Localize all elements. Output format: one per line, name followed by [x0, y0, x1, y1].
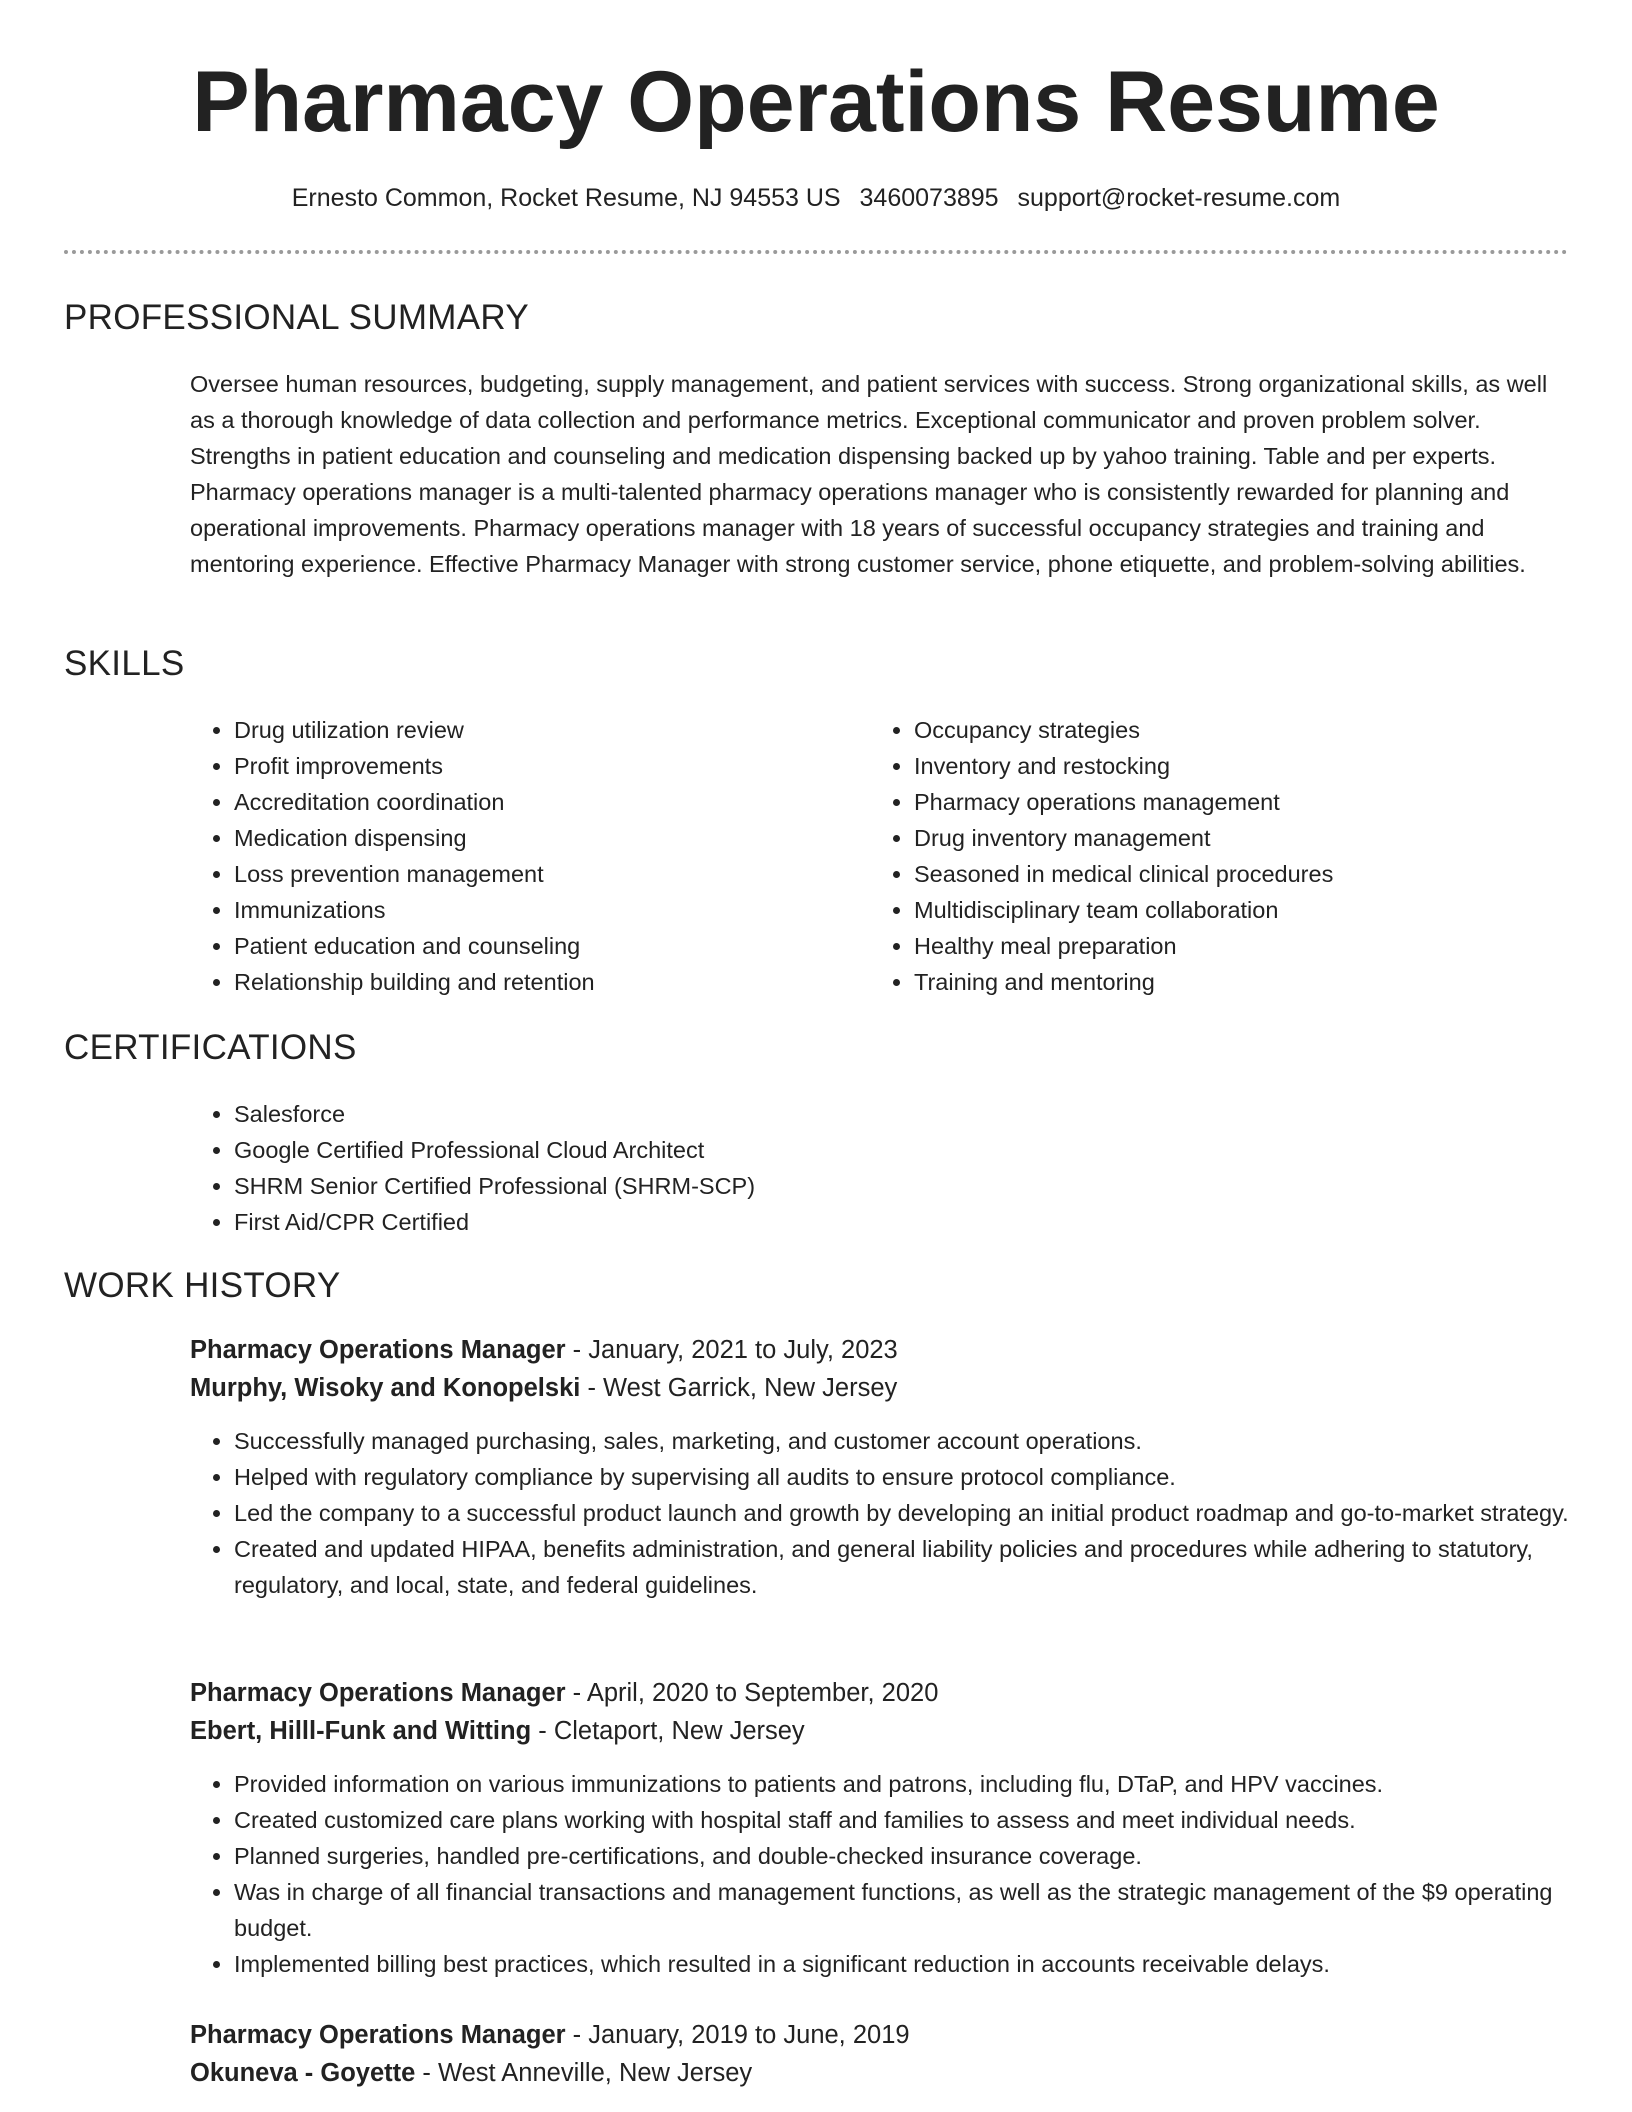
contact-phone: 3460073895 — [859, 184, 999, 212]
summary-text: Oversee human resources, budgeting, supply management, and patient services with success. Strong organizational skills, as well as a thorough knowledge of data collection and performance metrics. Exceptional communicator and proven problem solver. Strengths in patient education and counseling and medication dispensing backed up by yahoo training. Table and per experts. Pharmacy operations manager is a multi-talented pharmacy operations manager who is consistently rewarded for planning and operational improvements. Pharmacy operations manager with 18 years of successful occupancy strategies and training and mentoring experience. Effective Pharmacy Manager with strong customer service, phone etiquette, and problem-solving abilities. — [190, 371, 1548, 577]
skill-item: • Multidisciplinary team collaboration — [914, 892, 1614, 928]
skill-item: • Inventory and restocking — [914, 748, 1614, 784]
skills-list-right — [870, 712, 1614, 1000]
skill-item: • Pharmacy operations management — [914, 784, 1614, 820]
job-company: Ebert, Hilll-Funk and Witting — [190, 1717, 532, 1745]
skills-heading: SKILLS — [64, 644, 185, 683]
skill-item: • Immunizations — [234, 892, 884, 928]
job-title: Pharmacy Operations Manager — [190, 1679, 566, 1707]
job-duty: • Helped with regulatory compliance by supervising all audits to ensure protocol compliance. — [234, 1459, 1570, 1495]
skill-item: • Occupancy strategies — [914, 712, 1614, 748]
certifications-list — [190, 1096, 1134, 1240]
skill-item: • Patient education and counseling — [234, 928, 884, 964]
job-location: - Cletaport, New Jersey — [531, 1717, 805, 1745]
certification-item: • First Aid/CPR Certified — [234, 1204, 1134, 1240]
skill-item: • Seasoned in medical clinical procedures — [914, 856, 1614, 892]
skill-item: • Training and mentoring — [914, 964, 1614, 1000]
job-title-line — [190, 2016, 1570, 2054]
skill-item: • Accreditation coordination — [234, 784, 884, 820]
job-duty: • Led the company to a successful product launch and growth by developing an initial product roadmap and go-to-market strategy. — [234, 1495, 1570, 1531]
job-entry — [190, 2016, 1570, 2092]
skill-item: • Relationship building and retention — [234, 964, 884, 1000]
job-duty: • Was in charge of all financial transactions and management functions, as well as the strategic management of the $9 operating budget. — [234, 1874, 1570, 1946]
job-dates: - April, 2020 to September, 2020 — [565, 1679, 939, 1707]
certification-item: • SHRM Senior Certified Professional (SHRM-SCP) — [234, 1168, 1134, 1204]
job-company: Okuneva - Goyette — [190, 2059, 416, 2087]
job-duty: • Provided information on various immunizations to patients and patrons, including flu, DTaP, and HPV vaccines. — [234, 1766, 1570, 1802]
work-history-heading: WORK HISTORY — [64, 1266, 341, 1305]
job-location: - West Garrick, New Jersey — [580, 1374, 898, 1402]
summary-heading: PROFESSIONAL SUMMARY — [64, 298, 529, 337]
job-location: - West Anneville, New Jersey — [415, 2059, 753, 2087]
job-company-line — [190, 1369, 1570, 1407]
header-divider — [64, 250, 1568, 254]
certification-item: • Salesforce — [234, 1096, 1134, 1132]
job-title: Pharmacy Operations Manager — [190, 1336, 566, 1364]
skill-item: • Loss prevention management — [234, 856, 884, 892]
skill-item: • Drug utilization review — [234, 712, 884, 748]
skill-item: • Healthy meal preparation — [914, 928, 1614, 964]
page-title: Pharmacy Operations Resume — [192, 54, 1440, 150]
job-dates: - January, 2021 to July, 2023 — [565, 1336, 898, 1364]
job-dates: - January, 2019 to June, 2019 — [565, 2021, 910, 2049]
certification-item: • Google Certified Professional Cloud Architect — [234, 1132, 1134, 1168]
skill-item: • Medication dispensing — [234, 820, 884, 856]
job-duty: • Created and updated HIPAA, benefits administration, and general liability policies and procedures while adhering to statutory, regulatory, and local, state, and federal guidelines. — [234, 1531, 1570, 1603]
job-duties-list — [190, 1423, 1570, 1603]
job-company: Murphy, Wisoky and Konopelski — [190, 1374, 581, 1402]
job-duty: • Planned surgeries, handled pre-certifications, and double-checked insurance coverage. — [234, 1838, 1570, 1874]
job-title-line — [190, 1331, 1570, 1369]
job-duty: • Implemented billing best practices, which resulted in a significant reduction in accounts receivable delays. — [234, 1946, 1570, 1982]
job-entry — [190, 1331, 1570, 1603]
job-title-line — [190, 1674, 1570, 1712]
job-company-line — [190, 1712, 1570, 1750]
job-duty: • Successfully managed purchasing, sales, marketing, and customer account operations. — [234, 1423, 1570, 1459]
job-entry — [190, 1674, 1570, 1982]
contact-email[interactable]: support@rocket-resume.com — [1017, 184, 1341, 212]
job-duties-list — [190, 1766, 1570, 1982]
contact-address: Ernesto Common, Rocket Resume, NJ 94553 US — [291, 184, 841, 212]
skills-list-left — [190, 712, 884, 1000]
certifications-heading: CERTIFICATIONS — [64, 1028, 357, 1067]
job-company-line — [190, 2054, 1570, 2092]
contact-line — [0, 180, 1632, 216]
job-duty: • Created customized care plans working with hospital staff and families to assess and meet individual needs. — [234, 1802, 1570, 1838]
job-title: Pharmacy Operations Manager — [190, 2021, 566, 2049]
skill-item: • Profit improvements — [234, 748, 884, 784]
skill-item: • Drug inventory management — [914, 820, 1614, 856]
